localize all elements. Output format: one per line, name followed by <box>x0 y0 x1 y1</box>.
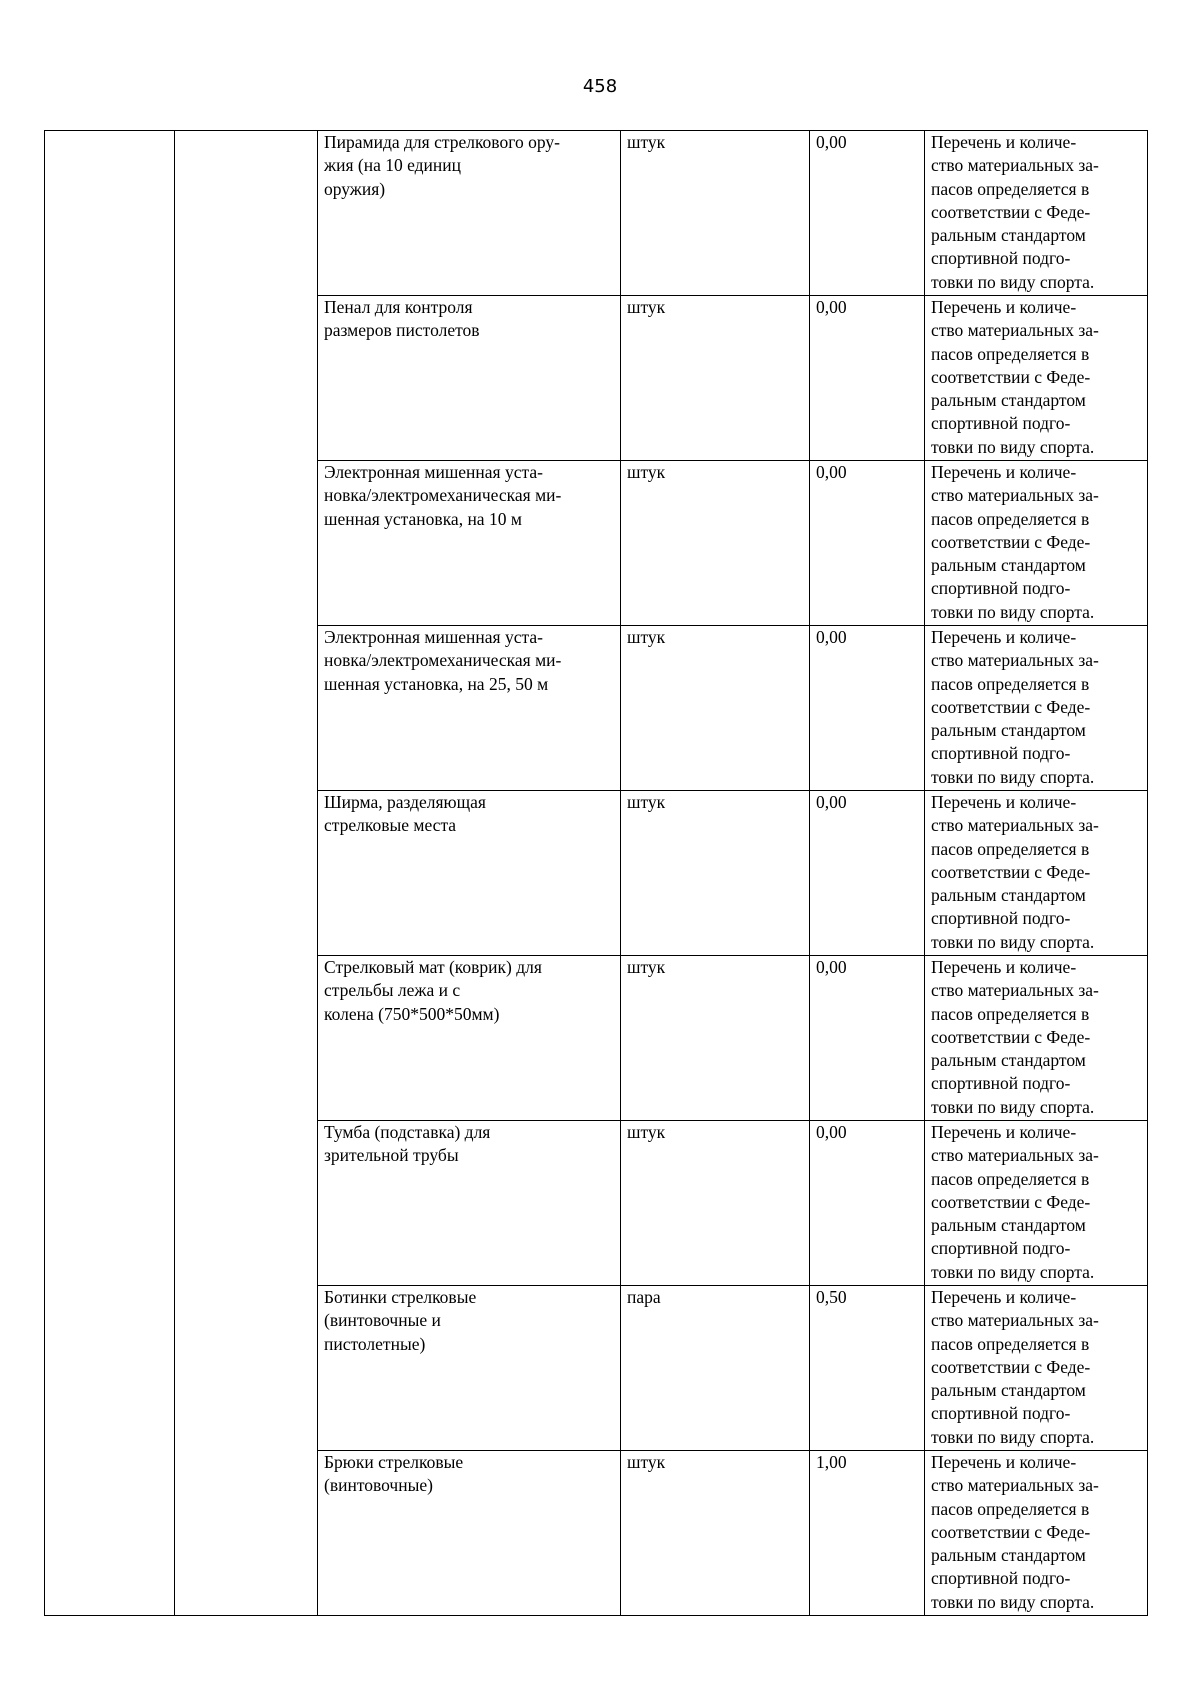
quantity-cell: 0,00 <box>810 1121 925 1286</box>
page-number: 458 <box>582 76 618 97</box>
merged-empty-cell-1 <box>45 131 175 1616</box>
item-name-cell: Пенал для контроля размеров пистолетов <box>318 296 621 461</box>
quantity-cell: 0,50 <box>810 1286 925 1451</box>
quantity-cell: 0,00 <box>810 131 925 296</box>
unit-cell: штук <box>621 1451 810 1616</box>
unit-cell: штук <box>621 131 810 296</box>
equipment-table-body <box>45 131 1148 1616</box>
merged-empty-cell-2 <box>175 131 318 1616</box>
unit-cell: штук <box>621 626 810 791</box>
note-cell: Перечень и количе- ство материальных за- пасов определяется в соответствии с Феде- ральным стандартом спортивной подго- товки по виду спорта. <box>925 1451 1148 1616</box>
note-cell: Перечень и количе- ство материальных за- пасов определяется в соответствии с Феде- ральным стандартом спортивной подго- товки по виду спорта. <box>925 296 1148 461</box>
quantity-cell: 1,00 <box>810 1451 925 1616</box>
item-name-cell: Тумба (подставка) для зрительной трубы <box>318 1121 621 1286</box>
note-cell: Перечень и количе- ство материальных за- пасов определяется в соответствии с Феде- ральным стандартом спортивной подго- товки по виду спорта. <box>925 791 1148 956</box>
unit-cell: штук <box>621 956 810 1121</box>
item-name-cell: Пирамида для стрелкового ору- жия (на 10 единиц оружия) <box>318 131 621 296</box>
note-cell: Перечень и количе- ство материальных за- пасов определяется в соответствии с Феде- ральным стандартом спортивной подго- товки по виду спорта. <box>925 626 1148 791</box>
item-name-cell: Электронная мишенная уста- новка/электромеханическая ми- шенная установка, на 10 м <box>318 461 621 626</box>
item-name-cell: Стрелковый мат (коврик) для стрельбы лежа и с колена (750*500*50мм) <box>318 956 621 1121</box>
unit-cell: пара <box>621 1286 810 1451</box>
note-cell: Перечень и количе- ство материальных за- пасов определяется в соответствии с Феде- ральным стандартом спортивной подго- товки по виду спорта. <box>925 131 1148 296</box>
quantity-cell: 0,00 <box>810 626 925 791</box>
item-name-cell: Электронная мишенная уста- новка/электромеханическая ми- шенная установка, на 25, 50 м <box>318 626 621 791</box>
item-name-cell: Ширма, разделяющая стрелковые места <box>318 791 621 956</box>
unit-cell: штук <box>621 296 810 461</box>
unit-cell: штук <box>621 461 810 626</box>
note-cell: Перечень и количе- ство материальных за- пасов определяется в соответствии с Феде- ральным стандартом спортивной подго- товки по виду спорта. <box>925 461 1148 626</box>
item-name-cell: Брюки стрелковые (винтовочные) <box>318 1451 621 1616</box>
note-cell: Перечень и количе- ство материальных за- пасов определяется в соответствии с Феде- ральным стандартом спортивной подго- товки по виду спорта. <box>925 1121 1148 1286</box>
note-cell: Перечень и количе- ство материальных за- пасов определяется в соответствии с Феде- ральным стандартом спортивной подго- товки по виду спорта. <box>925 1286 1148 1451</box>
quantity-cell: 0,00 <box>810 461 925 626</box>
quantity-cell: 0,00 <box>810 296 925 461</box>
quantity-cell: 0,00 <box>810 956 925 1121</box>
unit-cell: штук <box>621 791 810 956</box>
equipment-table <box>44 130 1148 1616</box>
unit-cell: штук <box>621 1121 810 1286</box>
quantity-cell: 0,00 <box>810 791 925 956</box>
table-row <box>45 131 1148 296</box>
note-cell: Перечень и количе- ство материальных за- пасов определяется в соответствии с Феде- ральным стандартом спортивной подго- товки по виду спорта. <box>925 956 1148 1121</box>
item-name-cell: Ботинки стрелковые (винтовочные и пистолетные) <box>318 1286 621 1451</box>
